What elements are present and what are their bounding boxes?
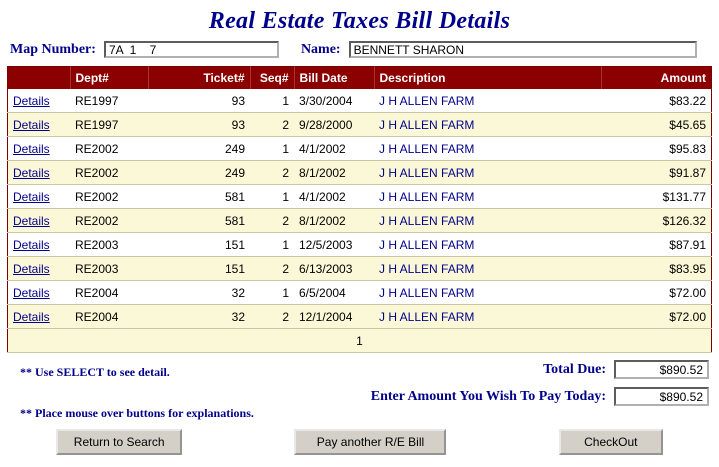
cell-description: J H ALLEN FARM bbox=[374, 209, 601, 233]
cell-bill-date: 4/1/2002 bbox=[294, 185, 374, 209]
total-due-value bbox=[614, 360, 709, 379]
map-number-input[interactable] bbox=[104, 41, 279, 58]
cell-description: J H ALLEN FARM bbox=[374, 233, 601, 257]
table-row bbox=[8, 233, 712, 257]
cell-bill-date: 12/5/2003 bbox=[294, 233, 374, 257]
cell-ticket: 32 bbox=[148, 305, 250, 329]
cell-seq: 2 bbox=[250, 209, 294, 233]
cell-details bbox=[8, 257, 71, 281]
pay-today-label: Enter Amount You Wish To Pay Today: bbox=[370, 388, 606, 404]
pay-today-row bbox=[289, 387, 709, 406]
cell-details bbox=[8, 305, 71, 329]
table-row bbox=[8, 89, 712, 113]
table-row bbox=[8, 185, 712, 209]
name-input[interactable] bbox=[349, 41, 697, 58]
cell-ticket: 581 bbox=[148, 209, 250, 233]
cell-description: J H ALLEN FARM bbox=[374, 161, 601, 185]
header-seq: Seq# bbox=[250, 67, 294, 90]
details-link[interactable]: Details bbox=[13, 93, 50, 108]
cell-details bbox=[8, 233, 71, 257]
page-title: Real Estate Taxes Bill Details bbox=[208, 8, 511, 34]
details-link[interactable]: Details bbox=[13, 141, 50, 156]
cell-dept: RE2003 bbox=[70, 233, 148, 257]
cell-amount: $126.32 bbox=[601, 209, 712, 233]
name-label: Name: bbox=[300, 41, 341, 57]
bills-table-body bbox=[8, 89, 712, 353]
bills-table-header bbox=[8, 67, 712, 90]
table-row bbox=[8, 137, 712, 161]
cell-amount: $45.65 bbox=[601, 113, 712, 137]
header-amount: Amount bbox=[601, 67, 712, 90]
header-ticket: Ticket# bbox=[148, 67, 250, 90]
cell-seq: 1 bbox=[250, 89, 294, 113]
cell-dept: RE2002 bbox=[70, 209, 148, 233]
details-link[interactable]: Details bbox=[13, 165, 50, 180]
map-number-label: Map Number: bbox=[10, 41, 96, 57]
cell-seq: 2 bbox=[250, 305, 294, 329]
checkout-button[interactable]: CheckOut bbox=[559, 429, 663, 455]
cell-ticket: 93 bbox=[148, 113, 250, 137]
details-link[interactable]: Details bbox=[13, 309, 50, 324]
cell-dept: RE2004 bbox=[70, 305, 148, 329]
header-details bbox=[8, 67, 71, 90]
cell-seq: 1 bbox=[250, 137, 294, 161]
pay-today-input[interactable] bbox=[614, 387, 709, 406]
bills-table bbox=[7, 66, 712, 353]
cell-amount: $83.22 bbox=[601, 89, 712, 113]
cell-description: J H ALLEN FARM bbox=[374, 137, 601, 161]
cell-seq: 2 bbox=[250, 161, 294, 185]
cell-dept: RE2002 bbox=[70, 137, 148, 161]
total-due-row bbox=[289, 360, 709, 379]
cell-ticket: 32 bbox=[148, 281, 250, 305]
header-bill-date: Bill Date bbox=[294, 67, 374, 90]
cell-ticket: 151 bbox=[148, 233, 250, 257]
details-link[interactable]: Details bbox=[13, 237, 50, 252]
totals-panel bbox=[289, 360, 709, 414]
cell-ticket: 249 bbox=[148, 161, 250, 185]
cell-details bbox=[8, 281, 71, 305]
total-due-label: Total Due: bbox=[543, 361, 606, 377]
cell-bill-date: 3/30/2004 bbox=[294, 89, 374, 113]
cell-bill-date: 8/1/2002 bbox=[294, 209, 374, 233]
cell-description: J H ALLEN FARM bbox=[374, 257, 601, 281]
table-row bbox=[8, 161, 712, 185]
cell-amount: $95.83 bbox=[601, 137, 712, 161]
cell-seq: 1 bbox=[250, 281, 294, 305]
cell-ticket: 151 bbox=[148, 257, 250, 281]
cell-amount: $91.87 bbox=[601, 161, 712, 185]
details-link[interactable]: Details bbox=[13, 213, 50, 228]
cell-ticket: 249 bbox=[148, 137, 250, 161]
header-row bbox=[8, 67, 712, 90]
cell-ticket: 581 bbox=[148, 185, 250, 209]
cell-bill-date: 8/1/2002 bbox=[294, 161, 374, 185]
details-link[interactable]: Details bbox=[13, 189, 50, 204]
cell-ticket: 93 bbox=[148, 89, 250, 113]
pager-page-number[interactable]: 1 bbox=[8, 329, 712, 353]
cell-amount: $87.91 bbox=[601, 233, 712, 257]
cell-bill-date: 12/1/2004 bbox=[294, 305, 374, 329]
cell-bill-date: 6/13/2003 bbox=[294, 257, 374, 281]
table-row bbox=[8, 209, 712, 233]
search-form-row bbox=[0, 41, 719, 58]
cell-amount: $131.77 bbox=[601, 185, 712, 209]
details-link[interactable]: Details bbox=[13, 117, 50, 132]
table-row bbox=[8, 257, 712, 281]
note-select-detail: ** Use SELECT to see detail. bbox=[20, 365, 170, 379]
note-mouse-over: ** Place mouse over buttons for explanations. bbox=[20, 406, 254, 420]
cell-seq: 1 bbox=[250, 185, 294, 209]
cell-details bbox=[8, 161, 71, 185]
cell-dept: RE2002 bbox=[70, 185, 148, 209]
cell-dept: RE1997 bbox=[70, 89, 148, 113]
cell-dept: RE2004 bbox=[70, 281, 148, 305]
cell-seq: 1 bbox=[250, 233, 294, 257]
cell-amount: $72.00 bbox=[601, 305, 712, 329]
cell-details bbox=[8, 113, 71, 137]
cell-details bbox=[8, 137, 71, 161]
cell-details bbox=[8, 89, 71, 113]
cell-description: J H ALLEN FARM bbox=[374, 281, 601, 305]
cell-seq: 2 bbox=[250, 257, 294, 281]
table-row bbox=[8, 281, 712, 305]
pay-another-button[interactable]: Pay another R/E Bill bbox=[294, 429, 446, 455]
cell-description: J H ALLEN FARM bbox=[374, 185, 601, 209]
cell-amount: $83.95 bbox=[601, 257, 712, 281]
details-link[interactable]: Details bbox=[13, 261, 50, 276]
table-row bbox=[8, 113, 712, 137]
header-dept: Dept# bbox=[70, 67, 148, 90]
return-to-search-button[interactable]: Return to Search bbox=[56, 429, 182, 455]
cell-bill-date: 6/5/2004 bbox=[294, 281, 374, 305]
cell-bill-date: 4/1/2002 bbox=[294, 137, 374, 161]
pager-row bbox=[8, 329, 712, 353]
cell-description: J H ALLEN FARM bbox=[374, 89, 601, 113]
cell-details bbox=[8, 185, 71, 209]
cell-bill-date: 9/28/2000 bbox=[294, 113, 374, 137]
cell-description: J H ALLEN FARM bbox=[374, 113, 601, 137]
cell-description: J H ALLEN FARM bbox=[374, 305, 601, 329]
header-description: Description bbox=[374, 67, 601, 90]
cell-seq: 2 bbox=[250, 113, 294, 137]
cell-amount: $72.00 bbox=[601, 281, 712, 305]
cell-dept: RE2002 bbox=[70, 161, 148, 185]
cell-dept: RE1997 bbox=[70, 113, 148, 137]
cell-details bbox=[8, 209, 71, 233]
cell-dept: RE2003 bbox=[70, 257, 148, 281]
action-buttons bbox=[0, 429, 719, 455]
details-link[interactable]: Details bbox=[13, 285, 50, 300]
table-row bbox=[8, 305, 712, 329]
